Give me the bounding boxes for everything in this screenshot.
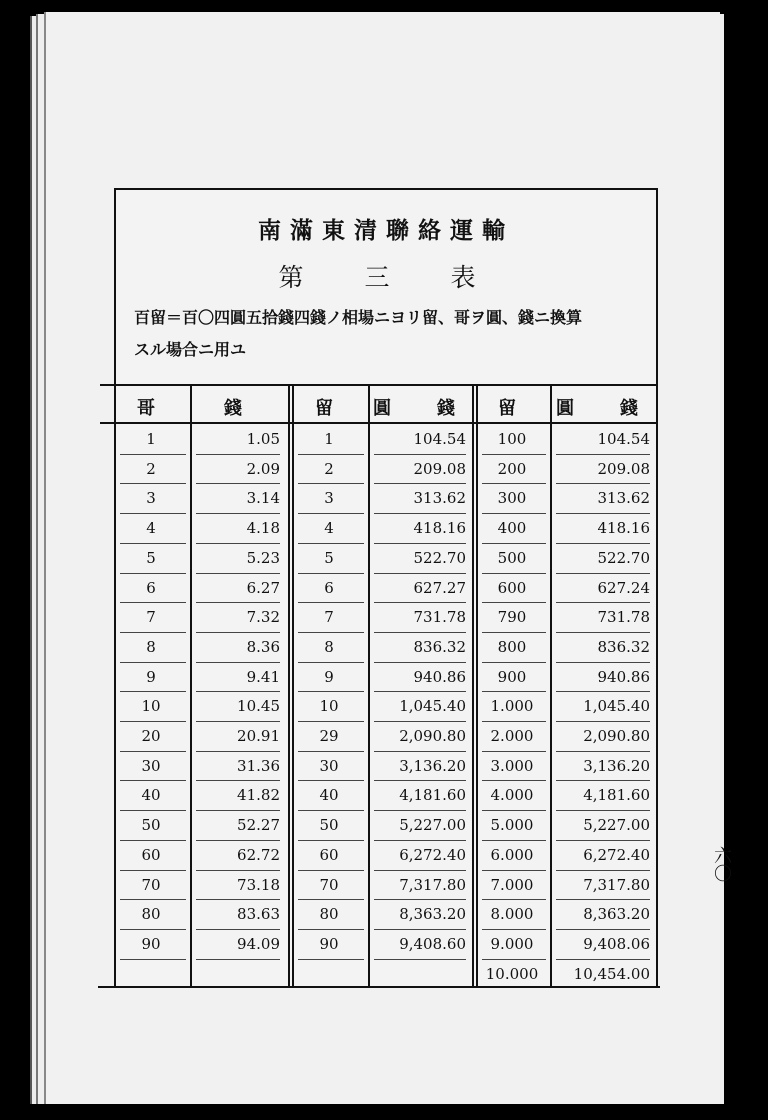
row-underline <box>482 483 546 484</box>
row-underline <box>374 602 466 603</box>
table-cell: 940.86 <box>413 667 466 686</box>
table-cell: 6,272.40 <box>583 845 650 864</box>
row-underline <box>120 543 186 544</box>
note-line-2: スル場合ニ用ユ <box>134 340 247 359</box>
table-cell: 60 <box>319 845 339 864</box>
row-underline <box>196 899 280 900</box>
table-cell: 1.000 <box>490 697 534 716</box>
row-underline <box>482 870 546 871</box>
row-underline <box>298 870 364 871</box>
row-underline <box>374 929 466 930</box>
page-number: 六〇 <box>711 846 732 882</box>
table-cell: 731.78 <box>413 608 466 627</box>
row-underline <box>298 721 364 722</box>
row-underline <box>374 662 466 663</box>
row-underline <box>120 929 186 930</box>
table-cell: 40 <box>141 786 161 805</box>
table-cell: 9 <box>324 667 334 686</box>
row-underline <box>120 573 186 574</box>
table-cell: 2.000 <box>490 727 534 745</box>
row-underline <box>374 721 466 722</box>
table-cell: 1 <box>146 430 156 448</box>
row-underline <box>120 899 186 900</box>
row-underline <box>374 543 466 544</box>
table-cell: 2 <box>146 459 156 478</box>
table-cell: 1.05 <box>246 430 280 448</box>
row-underline <box>556 691 650 692</box>
table-cell: 790 <box>497 608 527 627</box>
table-cell: 41.82 <box>237 786 280 805</box>
table-cell: 1,045.40 <box>399 697 466 716</box>
conversion-table <box>116 384 656 988</box>
row-underline <box>196 959 280 960</box>
row-underline <box>298 602 364 603</box>
table-cell: 50 <box>319 816 339 835</box>
row-underline <box>374 899 466 900</box>
row-underline <box>298 810 364 811</box>
col-divider-4 <box>472 384 474 988</box>
row-underline <box>374 632 466 633</box>
row-underline <box>482 899 546 900</box>
row-underline <box>374 513 466 514</box>
row-underline <box>298 662 364 663</box>
row-underline <box>374 751 466 752</box>
table-cell: 300 <box>497 489 527 508</box>
table-cell: 6.27 <box>246 578 280 597</box>
table-cell: 6 <box>146 578 156 597</box>
row-underline <box>298 691 364 692</box>
row-underline <box>298 840 364 841</box>
table-cell: 209.08 <box>413 459 466 478</box>
table-cell: 2 <box>324 459 334 478</box>
row-underline <box>120 721 186 722</box>
table-cell: 1,045.40 <box>583 697 650 716</box>
table-cell: 627.24 <box>597 578 650 597</box>
row-underline <box>482 662 546 663</box>
table-cell: 731.78 <box>597 608 650 627</box>
row-underline <box>374 959 466 960</box>
row-underline <box>556 513 650 514</box>
table-cell: 8,363.20 <box>399 905 466 924</box>
table-cell: 900 <box>497 667 527 686</box>
row-underline <box>298 899 364 900</box>
row-underline <box>120 751 186 752</box>
table-cell: 100 <box>497 430 527 448</box>
table-cell: 83.63 <box>237 905 280 924</box>
table-cell: 9.41 <box>246 667 280 686</box>
table-cell: 3,136.20 <box>399 756 466 775</box>
row-underline <box>482 840 546 841</box>
table-cell: 40 <box>319 786 339 805</box>
table-cell: 4 <box>324 519 334 538</box>
table-cell: 4,181.60 <box>399 786 466 805</box>
row-underline <box>120 513 186 514</box>
row-underline <box>196 513 280 514</box>
table-cell: 31.36 <box>237 756 280 775</box>
table-cell: 30 <box>319 756 339 775</box>
table-cell: 3,136.20 <box>583 756 650 775</box>
table-cell: 400 <box>497 519 527 538</box>
row-underline <box>482 513 546 514</box>
row-underline <box>374 573 466 574</box>
table-cell: 70 <box>141 875 161 894</box>
table-cell: 60 <box>141 845 161 864</box>
table-cell: 500 <box>497 548 527 567</box>
table-cell: 313.62 <box>413 489 466 508</box>
table-cell: 2,090.80 <box>583 727 650 745</box>
table-cell: 52.27 <box>237 816 280 835</box>
row-underline <box>556 810 650 811</box>
table-cell: 4 <box>146 519 156 538</box>
table-cell: 1 <box>324 430 334 448</box>
table-cell: 418.16 <box>413 519 466 538</box>
table-cell: 104.54 <box>413 430 466 448</box>
table-cell: 200 <box>497 459 527 478</box>
row-underline <box>120 454 186 455</box>
row-underline <box>196 543 280 544</box>
table-cell: 70 <box>319 875 339 894</box>
row-underline <box>120 840 186 841</box>
row-underline <box>374 840 466 841</box>
table-cell: 4,181.60 <box>583 786 650 805</box>
table-cell: 90 <box>141 934 161 953</box>
table-cell: 10.45 <box>237 697 280 716</box>
row-underline <box>556 751 650 752</box>
row-underline <box>556 662 650 663</box>
table-cell: 6.000 <box>490 845 534 864</box>
row-underline <box>196 751 280 752</box>
row-underline <box>482 454 546 455</box>
header-yen-sen-1: 圓 錢 <box>373 398 469 419</box>
col-divider-2 <box>288 384 290 988</box>
table-top-rule <box>100 384 658 386</box>
row-underline <box>556 454 650 455</box>
row-underline <box>374 483 466 484</box>
table-cell: 4.000 <box>490 786 534 805</box>
table-cell: 8.36 <box>246 637 280 656</box>
row-underline <box>196 602 280 603</box>
row-underline <box>374 780 466 781</box>
row-underline <box>196 870 280 871</box>
row-underline <box>120 602 186 603</box>
row-underline <box>556 929 650 930</box>
table-cell: 836.32 <box>413 637 466 656</box>
header-rule <box>100 422 658 424</box>
table-cell: 418.16 <box>597 519 650 538</box>
header-yen-sen-2: 圓 錢 <box>556 398 652 419</box>
row-underline <box>298 543 364 544</box>
table-cell: 7 <box>324 608 334 627</box>
row-underline <box>374 454 466 455</box>
table-cell: 9,408.06 <box>583 934 650 953</box>
table-cell: 10.000 <box>485 964 539 983</box>
row-underline <box>482 780 546 781</box>
table-cell: 8.000 <box>490 905 534 924</box>
row-underline <box>298 959 364 960</box>
row-underline <box>556 840 650 841</box>
table-cell: 3.14 <box>246 489 280 508</box>
table-cell: 7.000 <box>490 875 534 894</box>
table-cell: 6 <box>324 578 334 597</box>
row-underline <box>556 632 650 633</box>
table-cell: 5,227.00 <box>399 816 466 835</box>
row-underline <box>196 662 280 663</box>
table-cell: 20 <box>141 727 161 745</box>
table-cell: 4.18 <box>246 519 280 538</box>
row-underline <box>298 632 364 633</box>
table-cell: 9,408.60 <box>399 934 466 953</box>
table-subtitle: 第 三 表 <box>278 263 494 292</box>
row-underline <box>556 602 650 603</box>
row-underline <box>120 483 186 484</box>
row-underline <box>120 810 186 811</box>
table-cell: 7 <box>146 608 156 627</box>
row-underline <box>298 454 364 455</box>
table-cell: 2,090.80 <box>399 727 466 745</box>
table-cell: 104.54 <box>597 430 650 448</box>
header-ru-2: 留 <box>498 398 530 419</box>
table-cell: 80 <box>141 905 161 924</box>
row-underline <box>196 840 280 841</box>
table-cell: 73.18 <box>237 875 280 894</box>
row-underline <box>482 929 546 930</box>
table-cell: 7,317.80 <box>583 875 650 894</box>
row-underline <box>556 573 650 574</box>
table-cell: 3 <box>324 489 334 508</box>
row-underline <box>482 810 546 811</box>
row-underline <box>556 483 650 484</box>
row-underline <box>120 959 186 960</box>
row-underline <box>120 780 186 781</box>
row-underline <box>298 929 364 930</box>
table-cell: 5.23 <box>246 548 280 567</box>
note-line-1: 百留＝百〇四圓五拾錢四錢ノ相場ニヨリ留、哥ヲ圓、錢ニ換算 <box>134 308 583 327</box>
row-underline <box>482 691 546 692</box>
row-underline <box>298 483 364 484</box>
table-cell: 8 <box>146 637 156 656</box>
table-cell: 313.62 <box>597 489 650 508</box>
table-cell: 62.72 <box>237 845 280 864</box>
table-cell: 10 <box>319 697 339 716</box>
row-underline <box>120 662 186 663</box>
row-underline <box>482 959 546 960</box>
table-cell: 836.32 <box>597 637 650 656</box>
table-cell: 9.000 <box>490 934 534 953</box>
table-cell: 940.86 <box>597 667 650 686</box>
row-underline <box>556 780 650 781</box>
row-underline <box>196 780 280 781</box>
row-underline <box>298 513 364 514</box>
row-underline <box>298 780 364 781</box>
row-underline <box>120 870 186 871</box>
row-underline <box>374 691 466 692</box>
row-underline <box>374 870 466 871</box>
table-cell: 9 <box>146 667 156 686</box>
row-underline <box>298 573 364 574</box>
header-sen: 錢 <box>224 398 256 419</box>
row-underline <box>482 573 546 574</box>
table-cell: 50 <box>141 816 161 835</box>
table-cell: 8 <box>324 637 334 656</box>
table-cell: 7.32 <box>246 608 280 627</box>
table-cell: 80 <box>319 905 339 924</box>
row-underline <box>196 810 280 811</box>
row-underline <box>374 810 466 811</box>
header-ko: 哥 <box>137 398 169 419</box>
row-underline <box>556 870 650 871</box>
row-underline <box>482 751 546 752</box>
table-cell: 3.000 <box>490 756 534 775</box>
table-title: 南滿東清聯絡運輸 <box>258 217 514 244</box>
table-cell: 10,454.00 <box>573 964 650 983</box>
row-underline <box>556 543 650 544</box>
row-underline <box>196 573 280 574</box>
table-cell: 8,363.20 <box>583 905 650 924</box>
row-underline <box>482 602 546 603</box>
table-cell: 522.70 <box>413 548 466 567</box>
row-underline <box>196 691 280 692</box>
table-cell: 7,317.80 <box>399 875 466 894</box>
row-underline <box>196 632 280 633</box>
row-underline <box>196 483 280 484</box>
table-cell: 5 <box>146 548 156 567</box>
table-cell: 5 <box>324 548 334 567</box>
row-underline <box>556 959 650 960</box>
table-cell: 627.27 <box>413 578 466 597</box>
table-note <box>134 302 654 366</box>
row-underline <box>196 721 280 722</box>
table-cell: 10 <box>141 697 161 716</box>
row-underline <box>482 721 546 722</box>
table-cell: 94.09 <box>237 934 280 953</box>
table-cell: 6,272.40 <box>399 845 466 864</box>
row-underline <box>556 899 650 900</box>
table-bottom-rule <box>98 986 660 988</box>
table-cell: 800 <box>497 637 527 656</box>
table-cell: 209.08 <box>597 459 650 478</box>
table-cell: 5,227.00 <box>583 816 650 835</box>
table-cell: 90 <box>319 934 339 953</box>
row-underline <box>482 543 546 544</box>
row-underline <box>196 929 280 930</box>
row-underline <box>120 691 186 692</box>
row-underline <box>120 632 186 633</box>
table-cell: 5.000 <box>490 816 534 835</box>
header-ru-1: 留 <box>315 398 347 419</box>
table-frame <box>114 188 658 986</box>
table-cell: 3 <box>146 489 156 508</box>
table-cell: 600 <box>497 578 527 597</box>
row-underline <box>196 454 280 455</box>
table-cell: 2.09 <box>246 459 280 478</box>
row-underline <box>482 632 546 633</box>
row-underline <box>556 721 650 722</box>
table-cell: 30 <box>141 756 161 775</box>
row-underline <box>298 751 364 752</box>
table-cell: 20.91 <box>237 727 280 745</box>
table-cell: 29 <box>319 727 339 745</box>
table-cell: 522.70 <box>597 548 650 567</box>
